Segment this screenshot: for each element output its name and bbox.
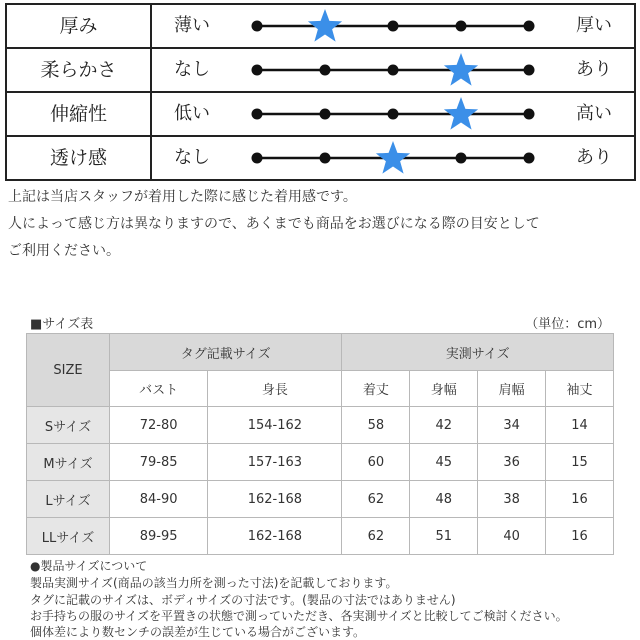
value-cell: 62 xyxy=(342,518,410,555)
column-header: 身長 xyxy=(208,371,342,407)
value-cell: 72-80 xyxy=(110,407,208,444)
size-cell: Lサイズ xyxy=(27,481,110,518)
feel-label: 透け感 xyxy=(7,137,152,179)
feel-scale xyxy=(245,5,545,47)
scale-dot xyxy=(388,65,399,76)
value-cell: 42 xyxy=(410,407,478,444)
value-cell: 51 xyxy=(410,518,478,555)
value-cell: 84-90 xyxy=(110,481,208,518)
column-header: 袖丈 xyxy=(546,371,614,407)
feel-scale xyxy=(245,93,545,135)
feel-row-stretch xyxy=(7,93,634,137)
scale-dot xyxy=(252,65,263,76)
size-table xyxy=(26,333,614,555)
footer-line: ●製品サイズについて xyxy=(30,559,148,573)
scale-dot xyxy=(524,65,535,76)
tag-size-group-header: タグ記載サイズ xyxy=(110,334,342,371)
value-cell: 154-162 xyxy=(208,407,342,444)
column-header: 肩幅 xyxy=(478,371,546,407)
rating-star-icon xyxy=(308,9,342,42)
scale-dot xyxy=(524,21,535,32)
scale-dot xyxy=(252,109,263,120)
note-line: 上記は当店スタッフが着用した際に感じた着用感です。 xyxy=(8,189,357,205)
feel-scale-svg xyxy=(245,137,545,179)
value-cell: 14 xyxy=(546,407,614,444)
column-header: 着丈 xyxy=(342,371,410,407)
rating-star-icon xyxy=(444,53,478,86)
scale-dot xyxy=(320,109,331,120)
scale-dot xyxy=(320,153,331,164)
scale-dot xyxy=(320,65,331,76)
rating-star-icon xyxy=(444,97,478,130)
feel-row-softness xyxy=(7,49,634,93)
value-cell: 48 xyxy=(410,481,478,518)
feel-scale xyxy=(245,137,545,179)
feel-scale xyxy=(245,49,545,91)
feel-label: 柔らかさ xyxy=(7,49,152,91)
value-cell: 16 xyxy=(546,518,614,555)
wear-feel-table xyxy=(5,3,636,181)
footer-line: 個体差により数センチの誤差が生じている場合がございます。 xyxy=(30,625,366,639)
feel-low-label: なし xyxy=(174,147,210,168)
note-line: 人によって感じ方は異なりますので、あくまでも商品をお選びになる際の目安として xyxy=(8,216,540,232)
scale-dot xyxy=(456,21,467,32)
scale-dot xyxy=(252,21,263,32)
value-cell: 162-168 xyxy=(208,518,342,555)
column-header: バスト xyxy=(110,371,208,407)
size-cell: Mサイズ xyxy=(27,444,110,481)
unit-label: （単位：cm） xyxy=(525,317,610,332)
footer-line: タグに記載のサイズは、ボディサイズの寸法です。(製品の寸法ではありません) xyxy=(30,593,456,607)
value-cell: 89-95 xyxy=(110,518,208,555)
scale-dot xyxy=(456,153,467,164)
value-cell: 157-163 xyxy=(208,444,342,481)
value-cell: 36 xyxy=(478,444,546,481)
value-cell: 15 xyxy=(546,444,614,481)
feel-low-label: 低い xyxy=(174,103,210,124)
rating-star-icon xyxy=(376,141,410,174)
feel-scale-svg xyxy=(245,49,545,91)
size-cell: Sサイズ xyxy=(27,407,110,444)
value-cell: 34 xyxy=(478,407,546,444)
measured-size-group-header: 実測サイズ xyxy=(342,334,614,371)
table-row xyxy=(27,444,614,481)
feel-scale-svg xyxy=(245,5,545,47)
footer-line: 製品実測サイズ(商品の該当力所を測った寸法)を記載しております。 xyxy=(30,576,398,590)
feel-label: 伸縮性 xyxy=(7,93,152,135)
feel-low-label: なし xyxy=(174,59,210,80)
size-table-title: ■サイズ表 xyxy=(30,317,94,332)
feel-row-thickness xyxy=(7,5,634,49)
feel-scale-svg xyxy=(245,93,545,135)
value-cell: 60 xyxy=(342,444,410,481)
feel-high-label: あり xyxy=(576,59,612,80)
scale-dot xyxy=(524,153,535,164)
table-row xyxy=(27,518,614,555)
scale-dot xyxy=(524,109,535,120)
feel-low-label: 薄い xyxy=(174,15,210,36)
size-header: SIZE xyxy=(27,334,110,407)
value-cell: 16 xyxy=(546,481,614,518)
table-row xyxy=(27,481,614,518)
scale-dot xyxy=(388,21,399,32)
feel-high-label: 高い xyxy=(576,103,612,124)
value-cell: 79-85 xyxy=(110,444,208,481)
value-cell: 162-168 xyxy=(208,481,342,518)
scale-dot xyxy=(388,109,399,120)
footer-line: お手持ちの服のサイズを平置きの状態で測っていただき、各実測サイズと比較してご検討ください。 xyxy=(30,609,568,623)
value-cell: 62 xyxy=(342,481,410,518)
column-header: 身幅 xyxy=(410,371,478,407)
value-cell: 58 xyxy=(342,407,410,444)
value-cell: 45 xyxy=(410,444,478,481)
size-cell: LLサイズ xyxy=(27,518,110,555)
feel-high-label: 厚い xyxy=(576,15,612,36)
note-line: ご利用ください。 xyxy=(8,243,120,259)
feel-high-label: あり xyxy=(576,147,612,168)
scale-dot xyxy=(252,153,263,164)
table-row xyxy=(27,407,614,444)
value-cell: 38 xyxy=(478,481,546,518)
feel-label: 厚み xyxy=(7,5,152,47)
value-cell: 40 xyxy=(478,518,546,555)
feel-row-sheerness xyxy=(7,137,634,179)
